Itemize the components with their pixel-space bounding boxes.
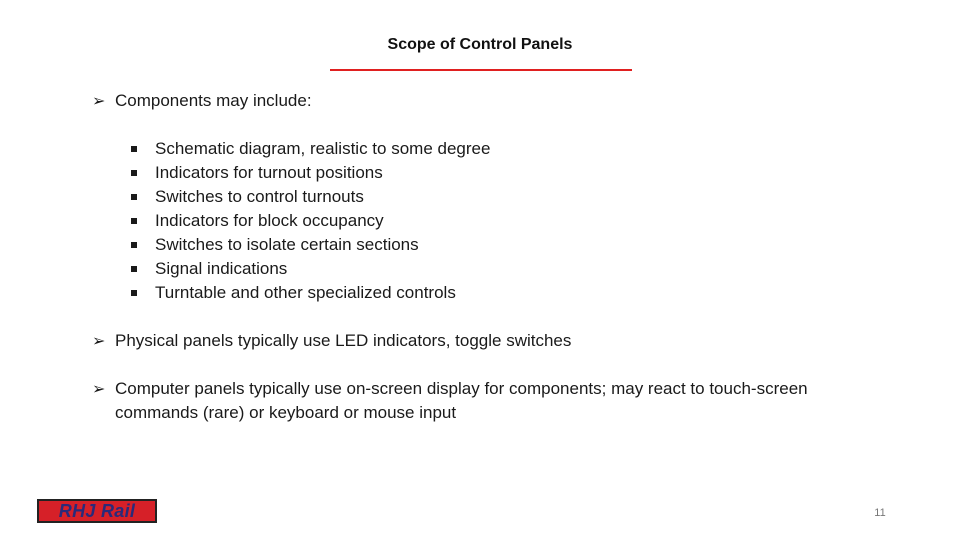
list-item (131, 233, 490, 257)
title-underline (330, 69, 632, 71)
list-item (131, 281, 490, 305)
bullet-text: Computer panels typically use on-screen display for components; may react to touch-screen commands (rare) or keyboard or mouse input (115, 379, 808, 422)
list-item (131, 257, 490, 281)
arrow-bullet-icon: ➢ (92, 91, 106, 110)
page-number: 11 (874, 507, 886, 519)
bullet-item (92, 377, 892, 425)
list-item (131, 185, 490, 209)
list-item-text: Schematic diagram, realistic to some degree (155, 139, 491, 158)
list-item (131, 161, 490, 185)
arrow-bullet-icon: ➢ (92, 331, 106, 350)
list-item-text: Turntable and other specialized controls (155, 283, 456, 302)
bullet-text: Physical panels typically use LED indicators, toggle switches (115, 331, 572, 350)
list-item (131, 209, 490, 233)
square-bullet-icon (131, 218, 137, 224)
square-bullet-icon (131, 266, 137, 272)
list-item-text: Indicators for turnout positions (155, 163, 383, 182)
arrow-bullet-icon: ➢ (92, 379, 106, 398)
list-item (131, 137, 490, 161)
bullet-item (92, 89, 892, 113)
list-item-text: Switches to isolate certain sections (155, 235, 419, 254)
components-list (131, 137, 490, 305)
square-bullet-icon (131, 170, 137, 176)
slide-title: Scope of Control Panels (387, 36, 573, 53)
square-bullet-icon (131, 290, 137, 296)
square-bullet-icon (131, 146, 137, 152)
bullet-item (92, 329, 892, 353)
list-item-text: Switches to control turnouts (155, 187, 364, 206)
square-bullet-icon (131, 242, 137, 248)
square-bullet-icon (131, 194, 137, 200)
list-item-text: Signal indications (155, 259, 288, 278)
bullet-text: Components may include: (115, 91, 312, 110)
list-item-text: Indicators for block occupancy (155, 211, 384, 230)
rhj-rail-logo: RHJ Rail (37, 499, 157, 523)
